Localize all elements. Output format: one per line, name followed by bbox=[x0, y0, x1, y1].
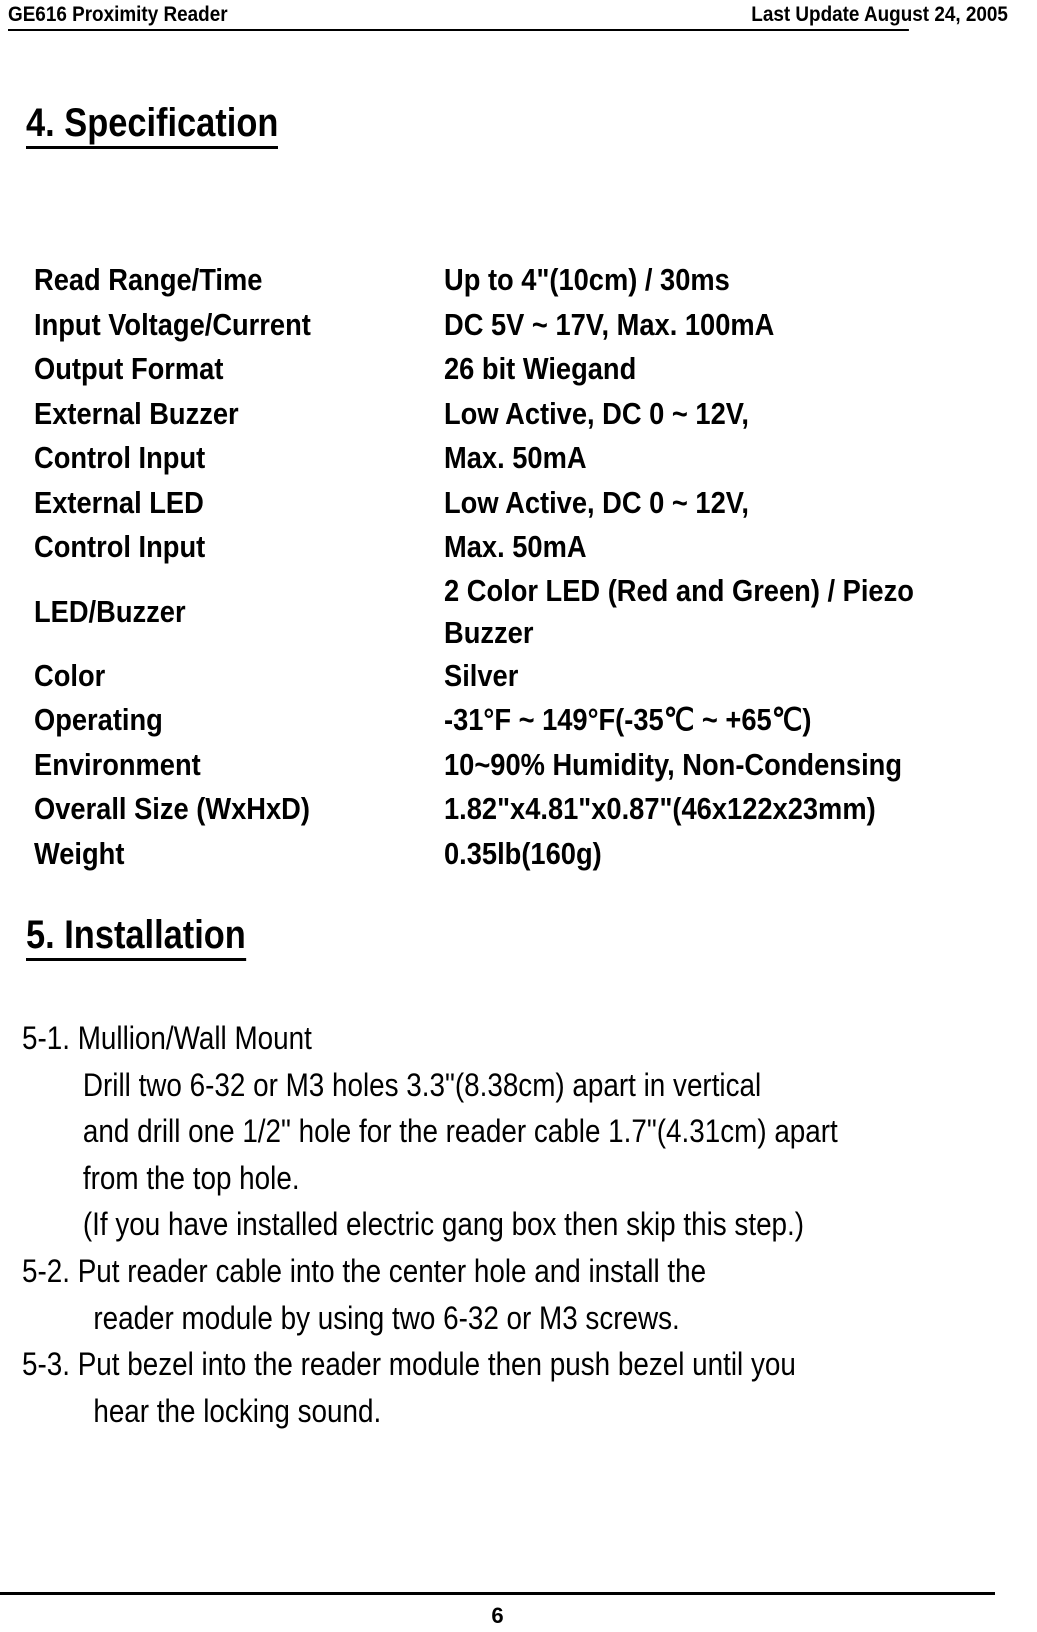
spec-label: Weight bbox=[34, 835, 125, 871]
installation-heading: 5. Installation bbox=[26, 912, 246, 961]
spec-row bbox=[34, 436, 1024, 481]
installation-line: reader module by using two 6-32 or M3 screws. bbox=[93, 1299, 680, 1336]
spec-row bbox=[34, 392, 1024, 437]
spec-value: -31°F ~ 149°F(-35℃ ~ +65℃) bbox=[444, 702, 812, 738]
spec-row bbox=[34, 258, 1024, 303]
spec-label: Output Format bbox=[34, 351, 224, 387]
installation-line: (If you have installed electric gang box then skip this step.) bbox=[82, 1206, 805, 1243]
spec-label: Control Input bbox=[34, 529, 206, 565]
spec-label: External LED bbox=[34, 484, 204, 520]
spec-label: Input Voltage/Current bbox=[34, 306, 311, 342]
spec-label: Color bbox=[34, 657, 106, 693]
spec-label: Operating bbox=[34, 702, 163, 738]
installation-line: and drill one 1/2" hole for the reader cable 1.7"(4.31cm) apart bbox=[82, 1113, 838, 1150]
spec-row bbox=[34, 832, 1024, 877]
installation-line: 5-2. Put reader cable into the center hole and install the bbox=[22, 1252, 707, 1289]
spec-value: Silver bbox=[444, 657, 519, 693]
spec-row bbox=[34, 698, 1024, 743]
footer-divider bbox=[0, 1592, 995, 1595]
specification-heading: 4. Specification bbox=[26, 100, 278, 149]
installation-line: 5-3. Put bezel into the reader module then push bezel until you bbox=[22, 1346, 796, 1383]
installation-line: 5-1. Mullion/Wall Mount bbox=[22, 1020, 312, 1056]
installation-line: from the top hole. bbox=[82, 1159, 300, 1196]
installation-line: Drill two 6-32 or M3 holes 3.3"(8.38cm) apart in vertical bbox=[82, 1066, 762, 1103]
spec-label: Control Input bbox=[34, 440, 206, 476]
spec-value: Max. 50mA bbox=[444, 529, 587, 565]
spec-row bbox=[34, 481, 1024, 526]
page-header bbox=[8, 0, 1008, 31]
spec-row bbox=[34, 347, 1024, 392]
spec-label: LED/Buzzer bbox=[34, 593, 186, 629]
spec-row bbox=[34, 303, 1024, 348]
page-number: 6 bbox=[491, 1603, 504, 1628]
spec-value: 10~90% Humidity, Non-Condensing bbox=[444, 746, 903, 782]
spec-value: Up to 4"(10cm) / 30ms bbox=[444, 262, 730, 298]
spec-value: 2 Color LED (Red and Green) / Piezo Buzzer bbox=[444, 572, 914, 650]
installation-line: hear the locking sound. bbox=[93, 1392, 382, 1429]
spec-row bbox=[34, 570, 1024, 654]
spec-value: Low Active, DC 0 ~ 12V, bbox=[444, 395, 750, 431]
spec-row bbox=[34, 525, 1024, 570]
spec-value: 0.35lb(160g) bbox=[444, 835, 602, 871]
spec-row bbox=[34, 654, 1024, 699]
spec-label: Read Range/Time bbox=[34, 262, 263, 298]
spec-value: 26 bit Wiegand bbox=[444, 351, 637, 387]
spec-label: External Buzzer bbox=[34, 395, 239, 431]
installation-steps bbox=[22, 1015, 1023, 1434]
spec-value: Max. 50mA bbox=[444, 440, 587, 476]
spec-row bbox=[34, 743, 1024, 788]
header-product-name: GE616 Proximity Reader bbox=[8, 3, 228, 26]
specification-table bbox=[34, 258, 1024, 876]
spec-label: Overall Size (WxHxD) bbox=[34, 791, 310, 827]
spec-row bbox=[34, 787, 1024, 832]
header-last-update: Last Update August 24, 2005 bbox=[751, 3, 1008, 26]
spec-value: 1.82"x4.81"x0.87"(46x122x23mm) bbox=[444, 791, 876, 827]
spec-value: Low Active, DC 0 ~ 12V, bbox=[444, 484, 750, 520]
spec-label: Environment bbox=[34, 746, 201, 782]
spec-value: DC 5V ~ 17V, Max. 100mA bbox=[444, 306, 775, 342]
